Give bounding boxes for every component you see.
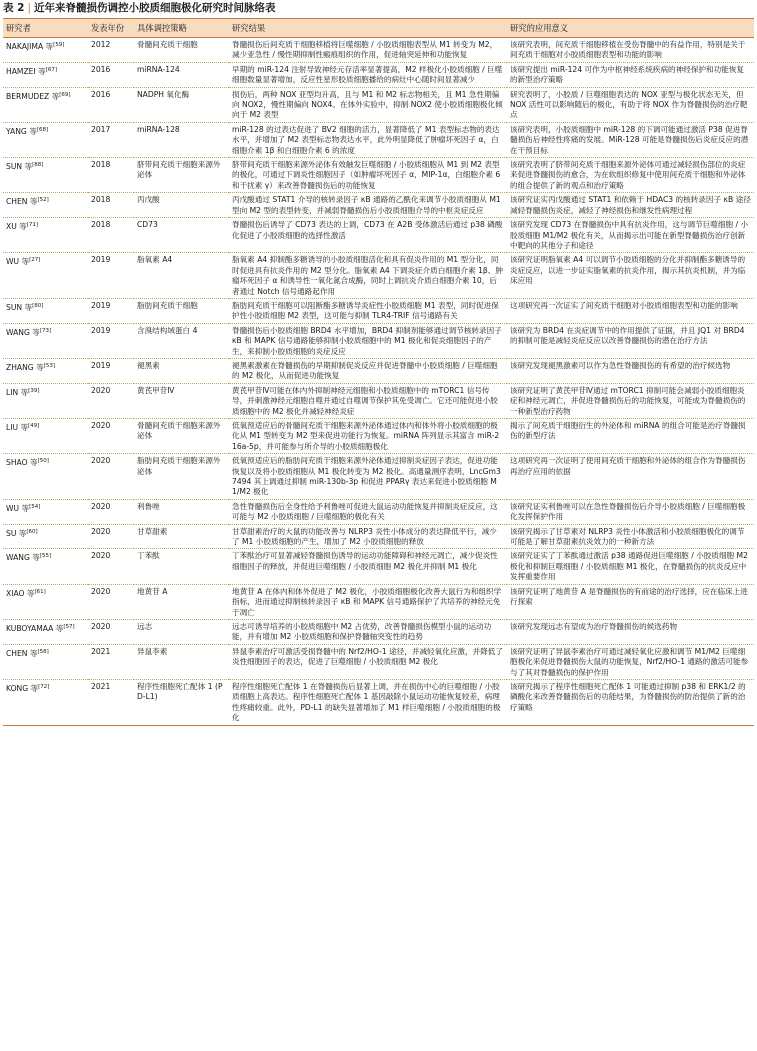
header-result: 研究结果: [229, 19, 507, 38]
table-row: [3, 298, 754, 323]
cell-result: 丁苯酞治疗可显著减轻脊髓损伤诱导的运动功能障碍和神经元凋亡，减少促炎性细胞因子的释放，并促进巨噬细胞 / 小胶质细胞 M2 极化并抑制 M1 极化: [229, 549, 507, 584]
author-name: LIN 等: [6, 387, 29, 397]
cell-year: 2020: [88, 549, 134, 584]
reference-number: [54]: [29, 503, 41, 510]
cell-strategy: 远志: [134, 619, 229, 644]
reference-number: [49]: [28, 423, 40, 429]
timeline-table: [3, 18, 754, 726]
cell-significance: 该研究提出 miR-124 可作为中枢神经系统疾病的神经保护和功能恢复的新型治疗策略: [507, 62, 754, 87]
cell-year: 2018: [88, 158, 134, 193]
cell-author: [3, 454, 88, 500]
cell-result: 损伤后，两种 NOX 亚型均升高，且与 M1 和 M2 标志物相关，且 M1 急性期偏向 NOX2，慢性期偏向 NOX4。在体外实验中，抑制 NOX2 使小胶质细胞极化倾向于 M2 表型: [229, 87, 507, 122]
table-row: [3, 253, 754, 299]
table-row: [3, 549, 754, 584]
cell-year: 2020: [88, 454, 134, 500]
reference-number: [69]: [59, 91, 71, 98]
cell-strategy: 丙戊酸: [134, 193, 229, 218]
cell-significance: 该研究揭示了程序性细胞死亡配体 1 可能通过抑制 p38 和 ERK1/2 的磷酸化来改善脊髓损伤后的功能结果，为脊髓损伤的防治提供了新的治疗策略: [507, 679, 754, 725]
reference-number: [57]: [63, 623, 75, 630]
cell-author: [3, 499, 88, 524]
cell-significance: 该研究发现 CD73 在脊髓损伤中具有抗炎作用，这与调节巨噬细胞 / 小胶质细胞 M1/M2 极化有关，从而揭示出可能在新型脊髓损伤治疗创新中靶向的其他分子和途径: [507, 218, 754, 253]
cell-author: [3, 193, 88, 218]
table-header: [3, 19, 754, 38]
table-row: [3, 619, 754, 644]
author-name: ZHANG 等: [6, 362, 44, 372]
author-name: KUBOYAMAA 等: [6, 623, 64, 633]
author-name: LIU 等: [6, 423, 29, 432]
cell-strategy: 脂氧素 A4: [134, 253, 229, 299]
table-row: [3, 38, 754, 63]
cell-author: [3, 679, 88, 725]
cell-year: 2019: [88, 358, 134, 383]
cell-author: [3, 122, 88, 157]
cell-result: miR-128 的过表达促进了 BV2 细胞的活力，显著降低了 M1 表型标志物的表达水平，并增加了 M2 表型标志物表达水平，此外明显降低了肿瘤坏死因子 α，白细胞介素 1β 和白细胞介素 6 的浓度: [229, 122, 507, 157]
cell-year: 2017: [88, 122, 134, 157]
reference-number: [50]: [37, 458, 49, 465]
cell-significance: 该研究表明，间充质干细胞移植在受伤脊髓中的有益作用，特别是关于间充质干细胞对小胶质细胞表型和功能的影响: [507, 38, 754, 63]
table-row: [3, 499, 754, 524]
header-author: 研究者: [3, 19, 88, 38]
cell-strategy: miRNA-124: [134, 62, 229, 87]
cell-significance: 该研究为 BRD4 在炎症调节中的作用提供了证据，并且 JQ1 对 BRD4 的抑制可能是减轻炎症反应以改善脊髓损伤的潜在治疗方法: [507, 323, 754, 358]
cell-author: [3, 253, 88, 299]
cell-year: 2020: [88, 584, 134, 619]
table-row: [3, 454, 754, 500]
table-row: [3, 62, 754, 87]
author-name: WANG 等: [6, 327, 40, 337]
cell-year: 2016: [88, 62, 134, 87]
reference-number: [88]: [32, 162, 44, 169]
reference-number: [72]: [38, 683, 50, 690]
cell-significance: 研究表明了，小胶质 / 巨噬细胞表达的 NOX 亚型与极化状态无关，但 NOX 活性可以影响随后的极化，有助于将 NOX 作为脊髓损伤的治疗靶点: [507, 87, 754, 122]
cell-author: [3, 619, 88, 644]
cell-significance: 该研究证实利鲁唑可以在急性脊髓损伤后介导小胶质细胞 / 巨噬细胞极化发挥保护作用: [507, 499, 754, 524]
table-row: [3, 158, 754, 193]
cell-result: 丙戊酸通过 STAT1 介导的核转录因子 κB 通路的乙酰化来调节小胶质细胞从 M1 型向 M2 型的表型转变，并减弱脊髓损伤后小胶质细胞介导的中枢炎症反应: [229, 193, 507, 218]
reference-number: [71]: [26, 222, 39, 229]
table-title: [3, 2, 754, 18]
cell-significance: 揭示了间充质干细胞衍生的外泌体和 miRNA 的组合可能是治疗脊髓损伤的新型疗法: [507, 419, 754, 454]
author-name: CHEN 等: [6, 197, 38, 207]
table-row: [3, 679, 754, 725]
reference-number: [52]: [37, 197, 49, 204]
cell-year: 2012: [88, 38, 134, 63]
cell-result: 脊髓损伤后间充质干细胞移植将巨噬细胞 / 小胶质细胞表型从 M1 转变为 M2，减少亚急性 / 慢性期抑制性瘢痕组织的作用，促进轴突延伸和功能恢复: [229, 38, 507, 63]
table-row: [3, 524, 754, 549]
cell-strategy: 含溴结构域蛋白 4: [134, 323, 229, 358]
author-name: YANG 等: [6, 126, 37, 136]
cell-strategy: 黄芪甲苷Ⅳ: [134, 383, 229, 418]
reference-number: [73]: [39, 327, 52, 334]
cell-significance: 该研究表明了脐带间充质干细胞来源外泌体可通过减轻损伤部位的炎症来促进脊髓损伤的愈合，为在软组织修复中使用间充质干细胞和外泌体的组合提供了新的观点和治疗策略: [507, 158, 754, 193]
author-name: XIAO 等: [6, 588, 35, 598]
cell-result: 脐带间充质干细胞来源外泌体有效触发巨噬细胞 / 小胶质细胞从 M1 到 M2 表型的极化，可通过下调炎性细胞因子（如肿瘤坏死因子 α，MIP-1α，白细胞介素 6 和干扰素 γ）来改善脊髓损伤后的功能恢复: [229, 158, 507, 193]
cell-significance: 该研究证明了黄芪甲苷Ⅳ通过 mTORC1 抑制可能会减弱小胶质细胞炎症和神经元凋亡，并促进脊髓损伤后的功能恢复，可能成为脊髓损伤的一种新型治疗药物: [507, 383, 754, 418]
cell-result: 甘草甜素治疗的大鼠的功能改善与 NLRP3 炎性小体成分的表达降低平行，减少了 M1 小胶质细胞的产生，增加了 M2 小胶质细胞的释放: [229, 524, 507, 549]
reference-number: [61]: [34, 588, 46, 595]
cell-significance: 该研究揭示了甘草素对 NLRP3 炎性小体激活和小胶质细胞极化的调节可能是了解甘草甜素抗炎效力的一种新方法: [507, 524, 754, 549]
cell-result: 低氧预适应后的脂肪间充质干细胞来源外泌体通过抑制炎症因子表达，促进功能恢复以及将小胶质细胞从 M1 极化转变为 M2 极化。高通量测序表明，LncGm37494 其上调通过抑制 miR-130b-3p 和促进 PPARγ 表达来促进小胶质细胞 M1/M2 极化: [229, 454, 507, 500]
cell-author: [3, 218, 88, 253]
cell-year: 2018: [88, 193, 134, 218]
cell-strategy: 地黄苷 A: [134, 584, 229, 619]
cell-strategy: NADPH 氧化酶: [134, 87, 229, 122]
cell-result: 脂氧素 A4 抑制酯多糖诱导的小胶质细胞活化和具有促炎作用的 M1 型分化，同时促进具有抗炎作用的 M2 型分化。脂氧素 A4 下调炎症介质白细胞介素 1β、肿瘤坏死因子 α 和诱导性一氧化氮合成酶，同时上调抗炎介质白细胞介素 10，后者通过 Notch 信号通路起作用: [229, 253, 507, 299]
cell-significance: 该研究证明了异鼠李素治疗可通过减轻氧化应激和调节 M1/M2 巨噬细胞极化来促进脊髓损伤大鼠的功能恢复，Nrf2/HO-1 通路的激活可能参与了其对脊髓损伤的保护作用: [507, 644, 754, 679]
cell-significance: 该研究发现褪黑激素可以作为急性脊髓损伤的有希望的治疗候选物: [507, 358, 754, 383]
cell-strategy: 褪黑素: [134, 358, 229, 383]
cell-author: [3, 358, 88, 383]
cell-significance: 该研究证明脂氧素 A4 可以调节小胶质细胞的分化并抑制酯多糖诱导的炎症反应，以进一步证实脂氧素的抗炎作用，揭示其抗炎机制，并为临床应用: [507, 253, 754, 299]
reference-number: [27]: [29, 257, 41, 264]
reference-number: [80]: [32, 302, 44, 309]
cell-strategy: 骨髓间充质干细胞来源外泌体: [134, 419, 229, 454]
cell-strategy: 异鼠李素: [134, 644, 229, 679]
reference-number: [68]: [36, 126, 49, 133]
cell-result: 低氧预适应后的骨髓间充质干细胞来源外泌体通过体内和体外将小胶质细胞的极化从 M1 型转变为 M2 型来促进功能行为恢复。miRNA 阵列显示其富含 miR-216a-5p，并可能参与所介导的小胶质细胞极化: [229, 419, 507, 454]
cell-strategy: 脂肪间充质干细胞: [134, 298, 229, 323]
cell-year: 2020: [88, 619, 134, 644]
header-year: 发表年份: [88, 19, 134, 38]
cell-year: 2019: [88, 298, 134, 323]
cell-result: 远志可诱导培养的小胶质细胞中 M2 占优势，改善脊髓损伤模型小鼠的运动功能，并有增加 M2 小胶质细胞和保护脊髓轴突变性的趋势: [229, 619, 507, 644]
cell-year: 2019: [88, 253, 134, 299]
reference-number: [67]: [45, 66, 58, 73]
cell-significance: 这项研究再一次证实了间充质干细胞对小胶质细胞表型和功能的影响: [507, 298, 754, 323]
cell-year: 2018: [88, 218, 134, 253]
cell-strategy: CD73: [134, 218, 229, 253]
author-name: SUN 等: [6, 162, 33, 172]
reference-number: [59]: [53, 42, 65, 48]
cell-year: 2020: [88, 419, 134, 454]
cell-year: 2020: [88, 524, 134, 549]
cell-strategy: 脐带间充质干细胞来源外泌体: [134, 158, 229, 193]
author-name: XU 等: [6, 222, 27, 232]
cell-result: 程序性细胞死亡配体 1 在脊髓损伤后显著上调，并在损伤中心的巨噬细胞 / 小胶质细胞上高表达。程序性细胞死亡配体 1 基因敲除小鼠运动功能恢复较差，病理性疼痛较重。此外，PD-L1 的缺失显著增加了 M1 样巨噬细胞 / 小胶质细胞的极化: [229, 679, 507, 725]
author-name: WU 等: [6, 257, 30, 267]
cell-result: 地黄苷 A 在体内和体外促进了 M2 极化，小胶质细胞极化改善大鼠行为和组织学指标，进而通过抑制核转录因子 κB 和 MAPK 信号通路保护了共培养的神经元免于凋亡: [229, 584, 507, 619]
cell-author: [3, 644, 88, 679]
table-row: [3, 193, 754, 218]
author-name: NAKAJIMA 等: [6, 42, 54, 51]
cell-significance: 该研究证明了地黄苷 A 是脊髓损伤的有前途的治疗选择，应在临床上进行探索: [507, 584, 754, 619]
cell-result: 褪黑素激素在脊髓损伤的早期抑制促炎反应并促进脊髓中小胶质细胞 / 巨噬细胞的 M2 极化，从而促进功能恢复: [229, 358, 507, 383]
cell-significance: 该研究表明，小胶质细胞中 miR-128 的下调可能通过激活 P38 促进脊髓损伤后神经性疼痛的发展。MiR-128 可能是脊髓损伤后炎症反应的潜在干预目标: [507, 122, 754, 157]
cell-result: 异鼠李素治疗可激活受损脊髓中的 Nrf2/HO-1 途径，并减轻氧化应激，并降低了炎性细胞因子的表达，促进了巨噬细胞 / 小胶质细胞 M2 极化: [229, 644, 507, 679]
cell-author: [3, 298, 88, 323]
cell-author: [3, 323, 88, 358]
cell-author: [3, 584, 88, 619]
table-row: [3, 87, 754, 122]
cell-author: [3, 383, 88, 418]
cell-author: [3, 549, 88, 584]
cell-strategy: miRNA-128: [134, 122, 229, 157]
title-separator: |: [27, 2, 32, 14]
cell-author: [3, 87, 88, 122]
table-row: [3, 122, 754, 157]
author-name: WU 等: [6, 503, 30, 513]
author-name: WANG 等: [6, 553, 40, 563]
table-row: [3, 584, 754, 619]
cell-significance: 该研究证实了丁苯酞通过激活 p38 通路促进巨噬细胞 / 小胶质细胞 M2 极化和抑制巨噬细胞 / 小胶质细胞 M1 极化，在脊髓损伤的抗炎反应中发挥重要作用: [507, 549, 754, 584]
author-name: SU 等: [6, 528, 27, 538]
cell-author: [3, 38, 88, 63]
cell-author: [3, 419, 88, 454]
cell-author: [3, 62, 88, 87]
cell-year: 2020: [88, 383, 134, 418]
cell-strategy: 骨髓间充质干细胞: [134, 38, 229, 63]
cell-result: 脊髓损伤后小胶质细胞 BRD4 水平增加，BRD4 抑制剂能够通过调节核转录因子 κB 和 MAPK 信号通路能够抑制小胶质细胞中的 M1 极化和促炎细胞因子的产生，来抑制小胶质细胞的炎症反应: [229, 323, 507, 358]
table-row: [3, 383, 754, 418]
reference-number: [60]: [26, 528, 38, 535]
table-row: [3, 358, 754, 383]
author-name: SUN 等: [6, 302, 33, 312]
cell-significance: 该研究发现远志有望成为治疗脊髓损伤的候选药物: [507, 619, 754, 644]
cell-significance: 该研究证实丙戊酸通过 STAT1 和依赖于 HDAC3 的核转录因子 κB 途径减轻脊髓损伤炎症，减轻了神经损伤和继发性病理过程: [507, 193, 754, 218]
cell-year: 2020: [88, 499, 134, 524]
reference-number: [55]: [39, 553, 52, 560]
cell-author: [3, 524, 88, 549]
header-strategy: 具体调控策略: [134, 19, 229, 38]
cell-strategy: 利鲁唑: [134, 499, 229, 524]
cell-year: 2021: [88, 644, 134, 679]
author-name: BERMUDEZ 等: [6, 91, 60, 101]
cell-author: [3, 158, 88, 193]
table-row: [3, 323, 754, 358]
cell-year: 2019: [88, 323, 134, 358]
table-row: [3, 644, 754, 679]
reference-number: [58]: [37, 648, 49, 655]
cell-result: 早期的 miR-124 注射导致神经元存活率显著提高，M2 样极化小胶质细胞 / 巨噬细胞数量显著增加，反应性星形胶质细胞播给的病灶中心随时间显著减少: [229, 62, 507, 87]
author-name: CHEN 等: [6, 648, 38, 658]
table-row: [3, 419, 754, 454]
reference-number: [53]: [43, 362, 55, 369]
cell-strategy: 程序性细胞死亡配体 1 (PD-L1): [134, 679, 229, 725]
reference-number: [39]: [28, 387, 40, 394]
cell-result: 脂肪间充质干细胞可以阻断酯多糖诱导炎症性小胶质细胞 M1 表型，同时促进保护性小胶质细胞 M2 表型，这可能与抑制 TLR4-TRIF 信号通路有关: [229, 298, 507, 323]
cell-strategy: 甘草甜素: [134, 524, 229, 549]
cell-result: 脊髓损伤后诱导了 CD73 表达的上调，CD73 在 A2B 受体激活后通过 p38 磷酸化促进了小胶质细胞的选择性激活: [229, 218, 507, 253]
cell-result: 黄芪甲苷Ⅳ可能在体内外抑制神经元细胞和小胶质细胞中的 mTORC1 信号传导，并刺激神经元细胞自噬并通过自噬调节保护其免受凋亡。它还可能促进小胶质细胞中的 M2 极化并减轻神经炎症: [229, 383, 507, 418]
cell-result: 急性脊髓损伤后全身性给予利鲁唑可促进大鼠运动功能恢复并抑制炎症反应，这可能与 M2 小胶质细胞 / 巨噬细胞的极化有关: [229, 499, 507, 524]
cell-significance: 这项研究再一次证明了使用间充质干细胞和外泌体的组合作为脊髓损伤再治疗应用的依据: [507, 454, 754, 500]
table-caption: 近年来脊髓损伤调控小胶质细胞极化研究时间脉络表: [34, 2, 276, 14]
table-number: 表 2: [3, 2, 25, 14]
cell-year: 2021: [88, 679, 134, 725]
author-name: KONG 等: [6, 683, 39, 693]
author-name: SHAO 等: [6, 458, 38, 468]
table-body: [3, 38, 754, 726]
table-row: [3, 218, 754, 253]
author-name: HAMZEI 等: [6, 66, 46, 76]
cell-year: 2016: [88, 87, 134, 122]
header-significance: 研究的应用意义: [507, 19, 754, 38]
cell-strategy: 脂肪间充质干细胞来源外泌体: [134, 454, 229, 500]
cell-strategy: 丁苯酞: [134, 549, 229, 584]
